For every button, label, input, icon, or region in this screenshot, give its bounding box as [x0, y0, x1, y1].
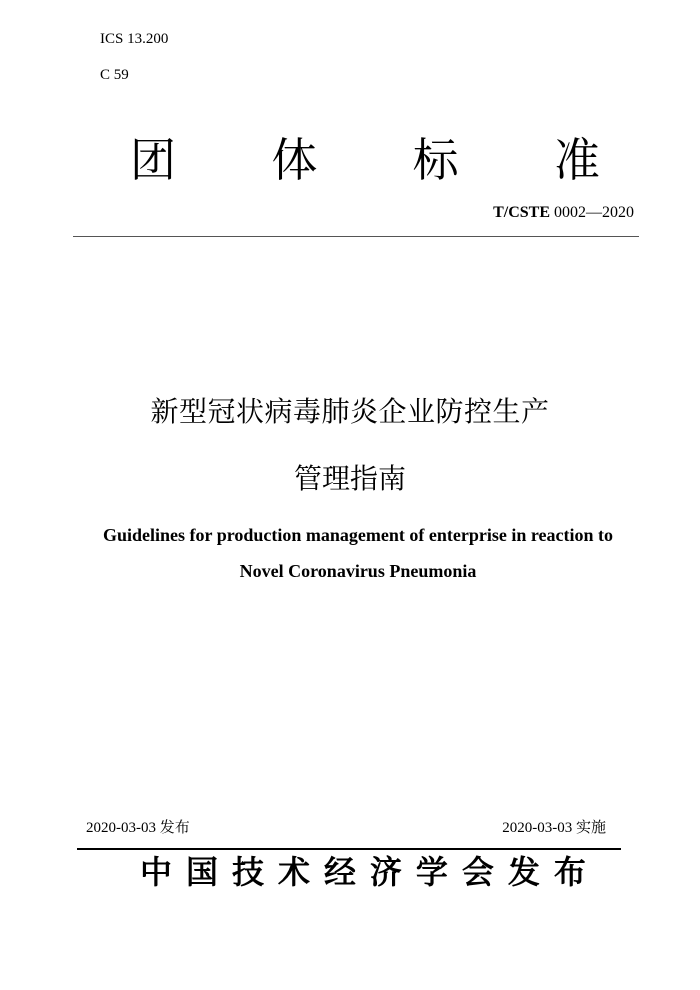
issue-date-label: 发布	[159, 818, 190, 836]
implementation-date-label: 实施	[575, 818, 606, 836]
issue-date	[86, 817, 190, 838]
title-chinese-line-1: 新型冠状病毒肺炎企业防控生产	[150, 395, 550, 428]
publisher-char: 术	[277, 853, 310, 891]
title-chinese-line-2: 管理指南	[293, 462, 406, 495]
standard-type-char: 准	[553, 133, 600, 187]
top-divider	[73, 236, 639, 237]
publisher-char: 布	[553, 853, 586, 891]
publisher-char: 发	[507, 853, 540, 891]
publisher-char: 会	[461, 853, 494, 891]
standard-type-char: 体	[271, 133, 318, 187]
publisher-char: 技	[231, 853, 264, 891]
ics-code: ICS 13.200	[100, 31, 169, 47]
issue-date-value: 2020-03-03	[86, 820, 156, 836]
publisher-char: 济	[369, 853, 402, 891]
title-english-line-2: Novel Coronavirus Pneumonia	[239, 561, 477, 581]
publisher	[140, 850, 586, 894]
standard-type-char: 标	[412, 133, 459, 187]
standard-type-char: 团	[130, 133, 176, 187]
standard-code-prefix: T/CSTE	[493, 204, 550, 221]
title-english-line-1: Guidelines for production management of enterprise in reaction to	[103, 525, 613, 545]
implementation-date	[502, 817, 606, 838]
standard-code-number: 0002—2020	[550, 204, 634, 221]
publisher-char: 国	[185, 853, 218, 891]
ccs-code: C 59	[100, 67, 129, 83]
implementation-date-value: 2020-03-03	[502, 820, 573, 836]
publisher-char: 中	[140, 853, 173, 891]
standard-type-heading	[130, 128, 600, 192]
publisher-char: 经	[323, 853, 356, 891]
standard-code	[493, 203, 634, 223]
publisher-char: 学	[415, 853, 448, 891]
